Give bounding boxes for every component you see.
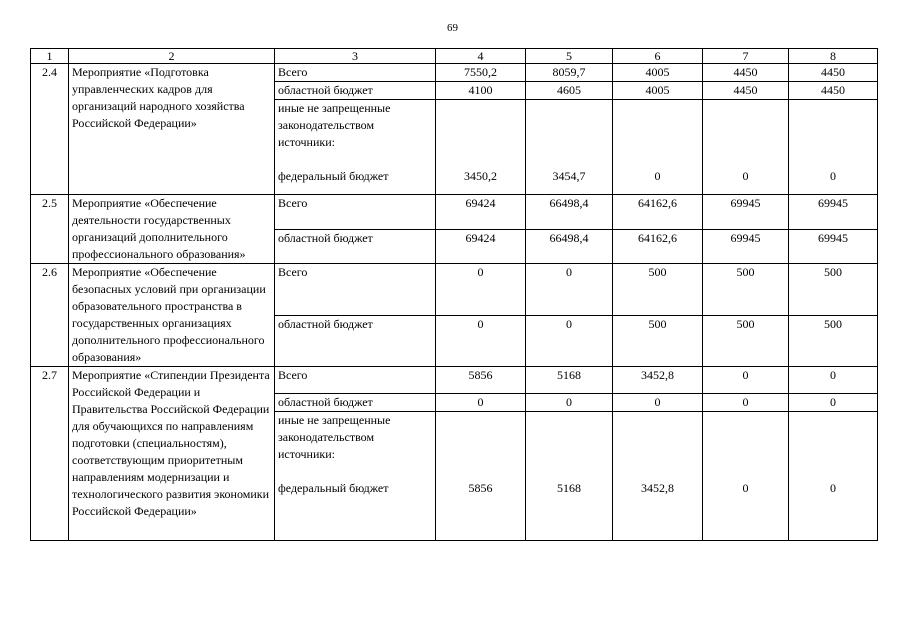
value-cell: 5856 xyxy=(436,367,526,394)
source-label: федеральный бюджет xyxy=(278,169,389,183)
measure-name: Мероприятие «Стипендии Президента Российской Федерации и Правительства Российской Федерации для обучающихся по направлениям подготовки (специальностям), соответствующим приоритетным направлениям модернизации и технологического развития экономики Российской Федерации» xyxy=(69,367,275,541)
value-cell: 4450 xyxy=(703,82,789,100)
value-cell: 7550,2 xyxy=(436,64,526,82)
header-cell: 4 xyxy=(436,49,526,64)
source-label: областной бюджет xyxy=(275,82,436,100)
value-cell: 500 xyxy=(613,315,703,367)
value-cell: 500 xyxy=(703,264,789,316)
page-number: 69 xyxy=(447,22,458,34)
value-cell: 64162,6 xyxy=(613,195,703,230)
value-cell: 69945 xyxy=(703,195,789,230)
source-note: иные не запрещенные законодательством источники: xyxy=(278,101,391,149)
source-label: федеральный бюджет xyxy=(278,481,389,495)
value-cell: 0 xyxy=(613,100,703,195)
value-cell: 4005 xyxy=(613,82,703,100)
value-cell: 4450 xyxy=(703,64,789,82)
source-label: Всего xyxy=(275,367,436,394)
header-cell: 5 xyxy=(526,49,613,64)
value-cell: 3450,2 xyxy=(436,100,526,195)
source-label: областной бюджет xyxy=(275,315,436,367)
value-cell: 0 xyxy=(789,412,878,541)
value-cell: 4005 xyxy=(613,64,703,82)
value-cell: 5856 xyxy=(436,412,526,541)
measure-name: Мероприятие «Обеспечение безопасных условий при организации образовательного пространства в государственных организациях дополнительного профессионального образования» xyxy=(69,264,275,367)
budget-table xyxy=(30,48,878,541)
value-cell: 66498,4 xyxy=(526,229,613,264)
source-label: Всего xyxy=(275,64,436,82)
value-cell: 4450 xyxy=(789,82,878,100)
source-label: областной бюджет xyxy=(275,394,436,412)
value-cell: 4605 xyxy=(526,82,613,100)
row-index: 2.7 xyxy=(31,367,69,541)
header-cell: 2 xyxy=(69,49,275,64)
value-cell: 69945 xyxy=(789,229,878,264)
value-cell: 0 xyxy=(436,264,526,316)
table-row xyxy=(31,64,878,82)
measure-name: Мероприятие «Подготовка управленческих кадров для организаций народного хозяйства Российской Федерации» xyxy=(69,64,275,195)
table-row xyxy=(31,367,878,394)
value-cell: 3452,8 xyxy=(613,367,703,394)
value-cell: 500 xyxy=(703,315,789,367)
header-cell: 7 xyxy=(703,49,789,64)
header-cell: 1 xyxy=(31,49,69,64)
value-cell: 5168 xyxy=(526,412,613,541)
value-cell: 0 xyxy=(703,394,789,412)
value-cell: 0 xyxy=(526,264,613,316)
value-cell: 5168 xyxy=(526,367,613,394)
value-cell: 69424 xyxy=(436,195,526,230)
value-cell: 0 xyxy=(703,367,789,394)
source-cell xyxy=(275,100,436,195)
header-row xyxy=(31,49,878,64)
value-cell: 0 xyxy=(526,394,613,412)
value-cell: 3454,7 xyxy=(526,100,613,195)
table-row xyxy=(31,264,878,316)
source-label: Всего xyxy=(275,264,436,316)
value-cell: 500 xyxy=(789,315,878,367)
value-cell: 8059,7 xyxy=(526,64,613,82)
header-cell: 6 xyxy=(613,49,703,64)
source-cell xyxy=(275,412,436,541)
value-cell: 0 xyxy=(703,412,789,541)
value-cell: 0 xyxy=(789,100,878,195)
value-cell: 0 xyxy=(613,394,703,412)
value-cell: 0 xyxy=(703,100,789,195)
value-cell: 66498,4 xyxy=(526,195,613,230)
value-cell: 0 xyxy=(436,315,526,367)
value-cell: 4450 xyxy=(789,64,878,82)
row-index: 2.6 xyxy=(31,264,69,367)
row-index: 2.4 xyxy=(31,64,69,195)
source-label: Всего xyxy=(275,195,436,230)
header-cell: 3 xyxy=(275,49,436,64)
row-index: 2.5 xyxy=(31,195,69,264)
table-row xyxy=(31,195,878,230)
value-cell: 500 xyxy=(613,264,703,316)
measure-name: Мероприятие «Обеспечение деятельности государственных организаций дополнительного профессионального образования» xyxy=(69,195,275,264)
value-cell: 0 xyxy=(526,315,613,367)
value-cell: 69424 xyxy=(436,229,526,264)
value-cell: 500 xyxy=(789,264,878,316)
value-cell: 3452,8 xyxy=(613,412,703,541)
value-cell: 69945 xyxy=(703,229,789,264)
value-cell: 69945 xyxy=(789,195,878,230)
value-cell: 64162,6 xyxy=(613,229,703,264)
source-label: областной бюджет xyxy=(275,229,436,264)
source-note: иные не запрещенные законодательством источники: xyxy=(278,413,391,461)
value-cell: 0 xyxy=(436,394,526,412)
header-cell: 8 xyxy=(789,49,878,64)
value-cell: 4100 xyxy=(436,82,526,100)
value-cell: 0 xyxy=(789,367,878,394)
value-cell: 0 xyxy=(789,394,878,412)
